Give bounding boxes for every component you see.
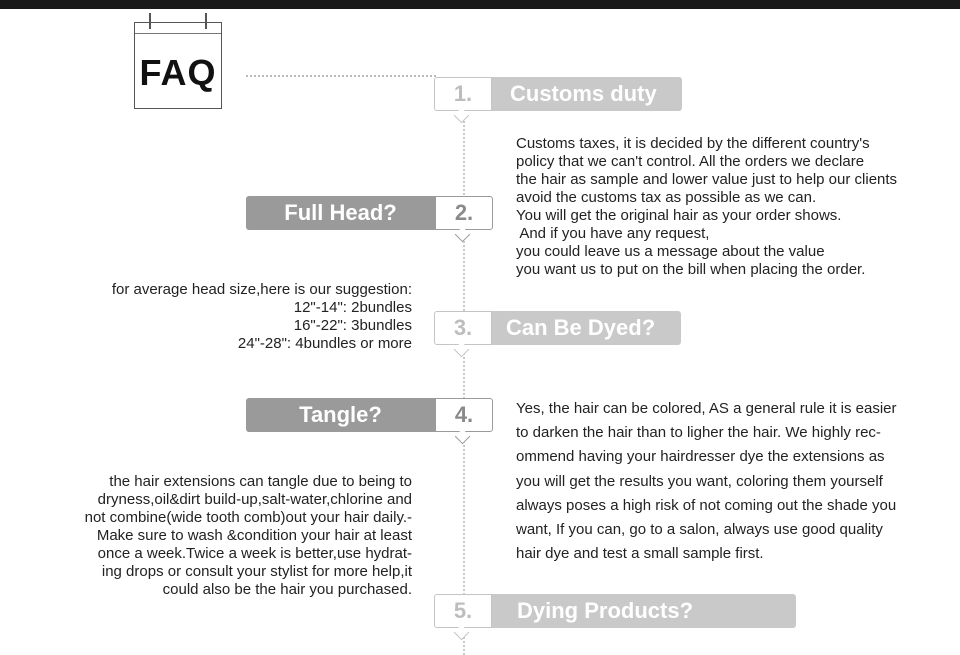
faq-answer-can-be-dyed	[516, 397, 897, 566]
answer-line: hair dye and test a small sample first.	[516, 545, 764, 563]
faq-title: Dying Products?	[492, 594, 796, 628]
faq-number: 2.	[435, 196, 493, 230]
answer-line: the hair extensions can tangle due to being to	[109, 473, 412, 490]
answer-line: want, If you can, go to a salon, always use good quality	[516, 521, 883, 539]
answer-line: You will get the original hair as your order shows.	[516, 207, 842, 224]
faq-title: Can Be Dyed?	[492, 311, 681, 345]
faq-calendar-icon	[134, 22, 222, 109]
answer-line: ing drops or consult your stylist for more help,it	[101, 563, 412, 580]
answer-line: 24"-28": 4bundles or more	[237, 335, 412, 352]
answer-line: not combine(wide tooth comb)out your hair daily.-	[84, 509, 412, 526]
faq-tab-tangle	[246, 398, 493, 434]
answer-line: Yes, the hair can be colored, AS a general rule it is easier	[516, 400, 897, 417]
faq-answer-customs-duty	[516, 135, 897, 279]
faq-number: 1.	[434, 77, 492, 111]
answer-line: once a week.Twice a week is better,use hydrat-	[97, 545, 412, 562]
answer-line: for average head size,here is our suggestion:	[111, 281, 412, 298]
faq-tab-full-head	[246, 196, 493, 232]
answer-line: ommend having your hairdresser dye the extensions as	[516, 448, 885, 466]
calendar-ring-right	[205, 13, 207, 29]
calendar-ring-left	[149, 13, 151, 29]
faq-number: 4.	[435, 398, 493, 432]
answer-line: you could leave us a message about the value	[516, 243, 825, 260]
answer-line: 16"-22": 3bundles	[293, 317, 412, 334]
faq-title: Customs duty	[492, 77, 682, 111]
faq-number: 5.	[434, 594, 492, 628]
faq-number: 3.	[434, 311, 492, 345]
answer-line: the hair as sample and lower value just to help our clients	[516, 171, 898, 188]
answer-line: could also be the hair you purchased.	[162, 581, 412, 598]
answer-line: Customs taxes, it is decided by the different country's	[516, 135, 870, 152]
answer-line: policy that we can't control. All the orders we declare	[516, 153, 865, 170]
answer-line: 12"-14": 2bundles	[293, 299, 412, 316]
answer-line: dryness,oil&dirt build-up,salt-water,chlorine and	[97, 491, 412, 508]
faq-title: Tangle?	[246, 398, 435, 432]
answer-line: to darken the hair than to ligher the hair. We highly rec-	[516, 424, 881, 442]
answer-line: always poses a high risk of not coming out the shade you	[516, 496, 897, 514]
answer-line: avoid the customs tax as possible as we can.	[516, 189, 817, 206]
faq-title: Full Head?	[246, 196, 435, 230]
faq-answer-tangle	[50, 473, 412, 599]
answer-line: you will get the results you want, coloring them yourself	[516, 472, 883, 490]
answer-line: Make sure to wash &condition your hair at least	[96, 527, 412, 544]
top-bar	[0, 0, 960, 9]
dotted-connector	[246, 75, 436, 77]
faq-label: FAQ	[139, 52, 217, 93]
answer-line: you want us to put on the bill when placing the order.	[516, 261, 866, 278]
answer-line: And if you have any request,	[516, 225, 710, 242]
calendar-header-line	[135, 33, 221, 34]
faq-answer-full-head	[60, 281, 412, 353]
